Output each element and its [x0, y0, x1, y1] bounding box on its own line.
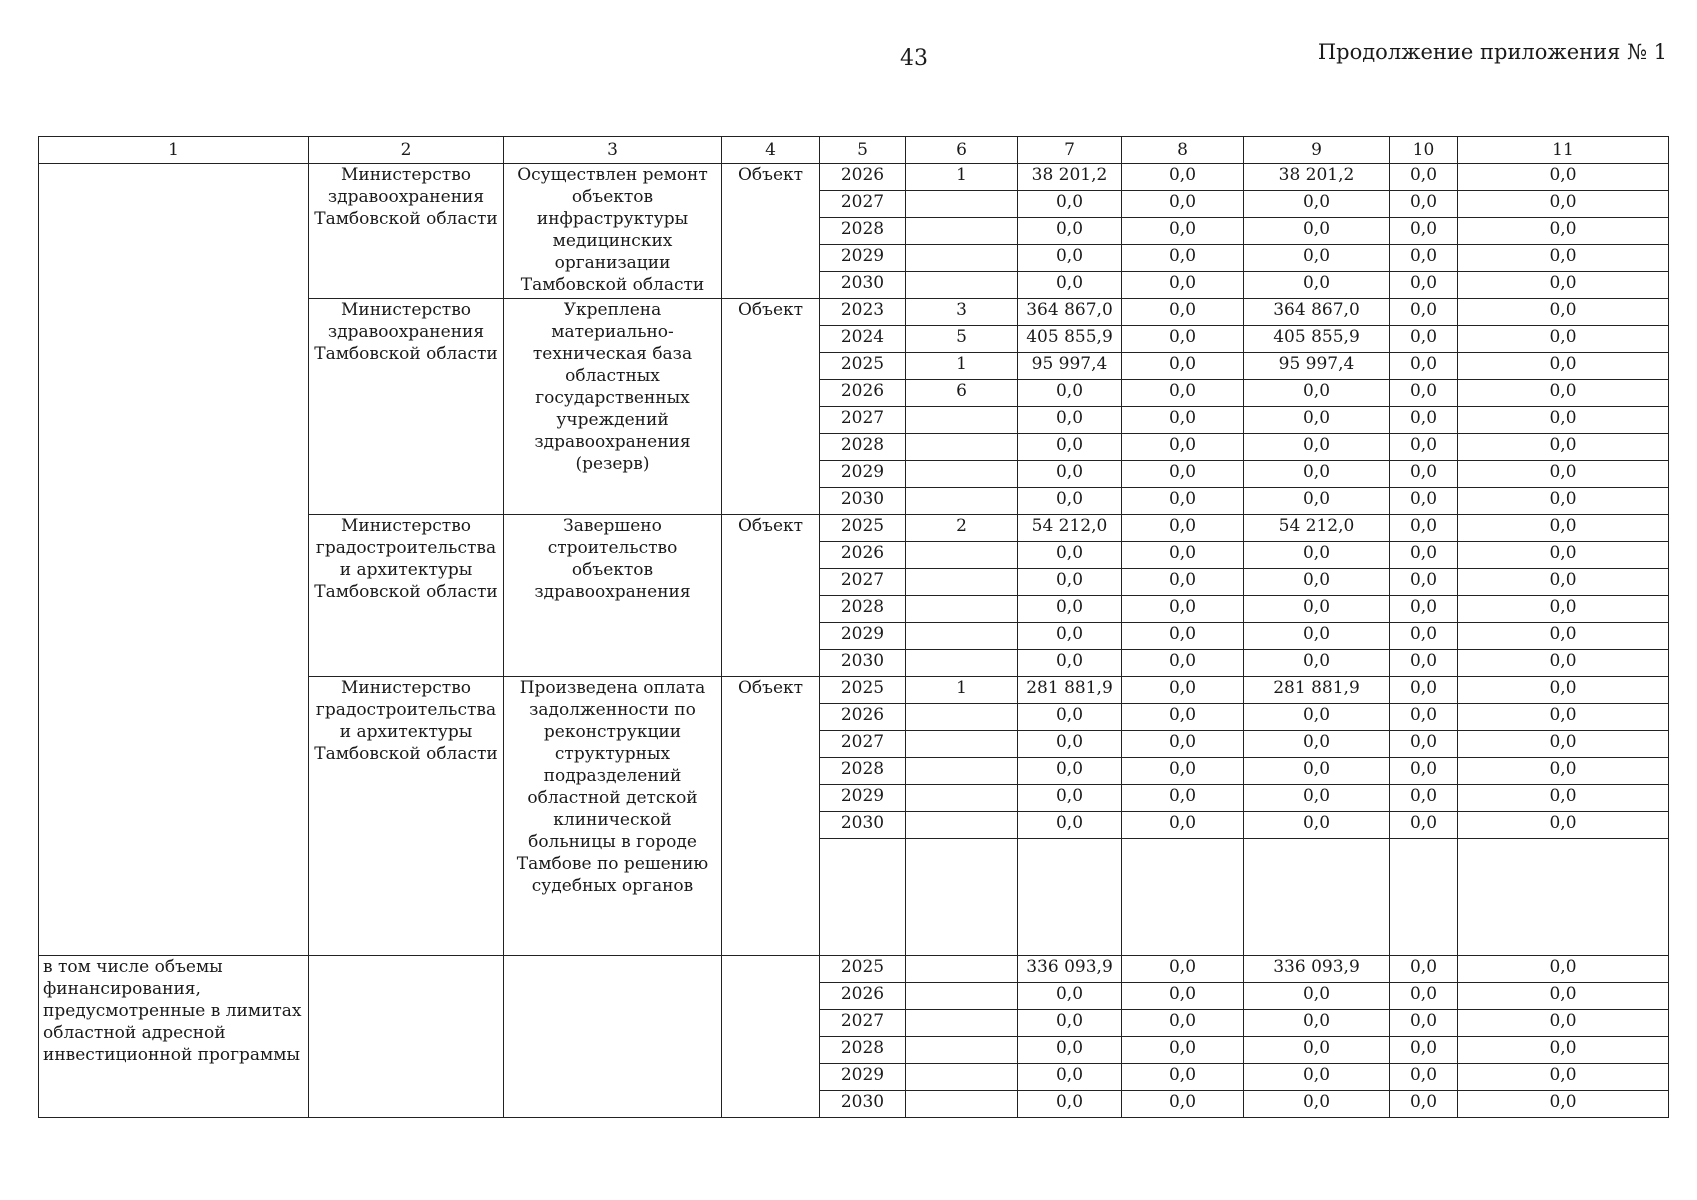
- value-cell: 0,0: [1390, 488, 1458, 515]
- total-value-cell: 0,0: [1390, 1010, 1458, 1037]
- value-cell: 0,0: [1458, 785, 1669, 812]
- value-cell: 3: [906, 299, 1018, 326]
- total-value-cell: 0,0: [1122, 983, 1244, 1010]
- value-cell: 0,0: [1122, 299, 1244, 326]
- value-cell: 0,0: [1458, 650, 1669, 677]
- value-cell: [906, 812, 1018, 839]
- value-cell: 0,0: [1458, 623, 1669, 650]
- value-cell: 281 881,9: [1244, 677, 1390, 704]
- value-cell: 95 997,4: [1018, 353, 1122, 380]
- value-cell: 2023: [820, 299, 906, 326]
- value-cell: [906, 758, 1018, 785]
- value-cell: 0,0: [1390, 326, 1458, 353]
- value-cell: 0,0: [1458, 596, 1669, 623]
- total-value-cell: 0,0: [1458, 983, 1669, 1010]
- value-cell: 0,0: [1122, 434, 1244, 461]
- value-cell: 0,0: [1122, 191, 1244, 218]
- executor-cell: Министерство здравоохранения Тамбовской области: [309, 299, 504, 515]
- program-cell: [39, 164, 309, 956]
- value-cell: 405 855,9: [1018, 326, 1122, 353]
- total-value-cell: [906, 1064, 1018, 1091]
- value-cell: 0,0: [1018, 623, 1122, 650]
- value-cell: 0,0: [1122, 488, 1244, 515]
- value-cell: 0,0: [1390, 569, 1458, 596]
- value-cell: 2028: [820, 758, 906, 785]
- value-cell: 0,0: [1122, 542, 1244, 569]
- total-value-cell: 0,0: [1244, 1037, 1390, 1064]
- column-header: 9: [1244, 137, 1390, 164]
- continuation-title: Продолжение приложения № 1: [1317, 40, 1667, 64]
- total-value-cell: 0,0: [1244, 983, 1390, 1010]
- table-body: [39, 137, 1669, 1118]
- value-cell: 6: [906, 380, 1018, 407]
- total-value-cell: 0,0: [1458, 1091, 1669, 1118]
- empty-cell: [504, 956, 722, 1118]
- total-value-cell: 0,0: [1018, 1037, 1122, 1064]
- value-cell: 0,0: [1390, 650, 1458, 677]
- unit-cell: Объект: [722, 164, 820, 299]
- total-value-cell: [906, 1010, 1018, 1037]
- value-cell: 2027: [820, 407, 906, 434]
- value-cell: 0,0: [1390, 677, 1458, 704]
- empty-cell: [309, 956, 504, 1118]
- table-row: [39, 164, 1669, 191]
- empty-cell: [1018, 839, 1122, 956]
- value-cell: 2025: [820, 515, 906, 542]
- value-cell: 0,0: [1458, 299, 1669, 326]
- value-cell: 0,0: [1122, 785, 1244, 812]
- value-cell: 0,0: [1018, 488, 1122, 515]
- value-cell: 2029: [820, 623, 906, 650]
- value-cell: 0,0: [1458, 191, 1669, 218]
- value-cell: 0,0: [1390, 542, 1458, 569]
- value-cell: 0,0: [1122, 326, 1244, 353]
- total-value-cell: 2027: [820, 1010, 906, 1037]
- total-value-cell: 2029: [820, 1064, 906, 1091]
- value-cell: 0,0: [1458, 461, 1669, 488]
- value-cell: 0,0: [1390, 353, 1458, 380]
- budget-table: [38, 136, 1669, 1118]
- value-cell: 2025: [820, 353, 906, 380]
- total-value-cell: [906, 1037, 1018, 1064]
- result-cell: Осуществлен ремонт объектов инфраструктуры медицинских организации Тамбовской области: [504, 164, 722, 299]
- value-cell: 0,0: [1390, 164, 1458, 191]
- value-cell: 38 201,2: [1018, 164, 1122, 191]
- total-value-cell: 0,0: [1018, 983, 1122, 1010]
- value-cell: 0,0: [1458, 812, 1669, 839]
- total-value-cell: 336 093,9: [1244, 956, 1390, 983]
- value-cell: 0,0: [1390, 785, 1458, 812]
- total-value-cell: 0,0: [1122, 956, 1244, 983]
- value-cell: 0,0: [1390, 704, 1458, 731]
- value-cell: 0,0: [1018, 785, 1122, 812]
- value-cell: 0,0: [1122, 650, 1244, 677]
- executor-cell: Министерство градостроительства и архитектуры Тамбовской области: [309, 677, 504, 956]
- value-cell: 1: [906, 164, 1018, 191]
- value-cell: 0,0: [1244, 569, 1390, 596]
- result-cell: Укреплена материально-техническая база областных государственных учреждений здравоохранения (резерв): [504, 299, 722, 515]
- total-value-cell: 0,0: [1122, 1091, 1244, 1118]
- empty-cell: [1122, 839, 1244, 956]
- value-cell: 2027: [820, 191, 906, 218]
- value-cell: [906, 218, 1018, 245]
- value-cell: 0,0: [1390, 245, 1458, 272]
- value-cell: 0,0: [1244, 488, 1390, 515]
- column-header: 10: [1390, 137, 1458, 164]
- column-header: 2: [309, 137, 504, 164]
- value-cell: 0,0: [1244, 542, 1390, 569]
- value-cell: 0,0: [1458, 245, 1669, 272]
- value-cell: 0,0: [1122, 353, 1244, 380]
- value-cell: [906, 191, 1018, 218]
- total-value-cell: 2028: [820, 1037, 906, 1064]
- total-value-cell: 0,0: [1390, 1064, 1458, 1091]
- total-value-cell: [906, 1091, 1018, 1118]
- total-value-cell: 2025: [820, 956, 906, 983]
- value-cell: 0,0: [1244, 812, 1390, 839]
- value-cell: 0,0: [1390, 731, 1458, 758]
- value-cell: 0,0: [1122, 272, 1244, 299]
- value-cell: [906, 245, 1018, 272]
- value-cell: 0,0: [1122, 245, 1244, 272]
- empty-cell: [906, 839, 1018, 956]
- value-cell: 5: [906, 326, 1018, 353]
- value-cell: 0,0: [1122, 218, 1244, 245]
- value-cell: 0,0: [1018, 650, 1122, 677]
- value-cell: 0,0: [1458, 758, 1669, 785]
- empty-cell: [722, 956, 820, 1118]
- value-cell: 0,0: [1244, 191, 1390, 218]
- value-cell: 0,0: [1458, 164, 1669, 191]
- value-cell: [906, 596, 1018, 623]
- total-value-cell: 0,0: [1122, 1010, 1244, 1037]
- value-cell: [906, 623, 1018, 650]
- value-cell: 0,0: [1390, 380, 1458, 407]
- unit-cell: Объект: [722, 677, 820, 956]
- value-cell: [906, 272, 1018, 299]
- value-cell: 0,0: [1122, 380, 1244, 407]
- executor-cell: Министерство здравоохранения Тамбовской области: [309, 164, 504, 299]
- value-cell: [906, 434, 1018, 461]
- value-cell: 0,0: [1018, 731, 1122, 758]
- value-cell: 2028: [820, 596, 906, 623]
- total-value-cell: 0,0: [1458, 1064, 1669, 1091]
- value-cell: [906, 731, 1018, 758]
- total-value-cell: 0,0: [1244, 1064, 1390, 1091]
- value-cell: 1: [906, 353, 1018, 380]
- value-cell: 2029: [820, 461, 906, 488]
- empty-cell: [1244, 839, 1390, 956]
- value-cell: 0,0: [1018, 245, 1122, 272]
- value-cell: 405 855,9: [1244, 326, 1390, 353]
- value-cell: 0,0: [1390, 812, 1458, 839]
- value-cell: 2: [906, 515, 1018, 542]
- value-cell: 0,0: [1122, 515, 1244, 542]
- value-cell: [906, 542, 1018, 569]
- value-cell: 0,0: [1122, 731, 1244, 758]
- value-cell: 0,0: [1458, 542, 1669, 569]
- total-value-cell: 0,0: [1018, 1064, 1122, 1091]
- value-cell: 0,0: [1458, 272, 1669, 299]
- column-header: 6: [906, 137, 1018, 164]
- value-cell: 0,0: [1018, 461, 1122, 488]
- value-cell: 0,0: [1018, 542, 1122, 569]
- unit-cell: Объект: [722, 515, 820, 677]
- value-cell: 2027: [820, 731, 906, 758]
- value-cell: 0,0: [1390, 299, 1458, 326]
- value-cell: 2030: [820, 272, 906, 299]
- value-cell: 0,0: [1458, 731, 1669, 758]
- column-header: 11: [1458, 137, 1669, 164]
- page-number: 43: [900, 46, 928, 71]
- value-cell: 54 212,0: [1018, 515, 1122, 542]
- value-cell: 0,0: [1122, 704, 1244, 731]
- value-cell: 0,0: [1018, 596, 1122, 623]
- value-cell: 2025: [820, 677, 906, 704]
- value-cell: 2028: [820, 434, 906, 461]
- value-cell: 0,0: [1244, 596, 1390, 623]
- value-cell: 364 867,0: [1244, 299, 1390, 326]
- total-value-cell: 0,0: [1390, 956, 1458, 983]
- value-cell: 2028: [820, 218, 906, 245]
- value-cell: 0,0: [1244, 623, 1390, 650]
- value-cell: 0,0: [1390, 407, 1458, 434]
- value-cell: 0,0: [1390, 218, 1458, 245]
- value-cell: 0,0: [1458, 704, 1669, 731]
- value-cell: 0,0: [1458, 353, 1669, 380]
- total-value-cell: 0,0: [1122, 1037, 1244, 1064]
- header-row: [39, 137, 1669, 164]
- value-cell: 2030: [820, 812, 906, 839]
- value-cell: [906, 461, 1018, 488]
- value-cell: 281 881,9: [1018, 677, 1122, 704]
- value-cell: 0,0: [1018, 380, 1122, 407]
- value-cell: 0,0: [1458, 380, 1669, 407]
- total-value-cell: 0,0: [1018, 1091, 1122, 1118]
- total-value-cell: 0,0: [1458, 956, 1669, 983]
- total-value-cell: 0,0: [1390, 1037, 1458, 1064]
- value-cell: 0,0: [1390, 272, 1458, 299]
- total-value-cell: 0,0: [1244, 1010, 1390, 1037]
- value-cell: [906, 785, 1018, 812]
- value-cell: 0,0: [1458, 218, 1669, 245]
- value-cell: 2026: [820, 704, 906, 731]
- value-cell: 0,0: [1122, 812, 1244, 839]
- value-cell: 0,0: [1122, 164, 1244, 191]
- result-cell: Завершено строительство объектов здравоохранения: [504, 515, 722, 677]
- total-value-cell: 2030: [820, 1091, 906, 1118]
- value-cell: 0,0: [1122, 623, 1244, 650]
- column-header: 8: [1122, 137, 1244, 164]
- value-cell: 0,0: [1244, 272, 1390, 299]
- column-header: 4: [722, 137, 820, 164]
- value-cell: 1: [906, 677, 1018, 704]
- value-cell: 0,0: [1458, 515, 1669, 542]
- total-row: [39, 956, 1669, 983]
- total-value-cell: 0,0: [1390, 1091, 1458, 1118]
- value-cell: 2029: [820, 785, 906, 812]
- total-value-cell: [906, 956, 1018, 983]
- total-value-cell: 336 093,9: [1018, 956, 1122, 983]
- column-header: 1: [39, 137, 309, 164]
- column-header: 3: [504, 137, 722, 164]
- total-value-cell: 0,0: [1122, 1064, 1244, 1091]
- empty-cell: [1390, 839, 1458, 956]
- value-cell: 95 997,4: [1244, 353, 1390, 380]
- value-cell: 0,0: [1244, 218, 1390, 245]
- value-cell: 0,0: [1390, 758, 1458, 785]
- value-cell: 0,0: [1390, 515, 1458, 542]
- value-cell: 0,0: [1018, 569, 1122, 596]
- total-label-cell: в том числе объемы финансирования, предусмотренные в лимитах областной адресной инвестиционной программы: [39, 956, 309, 1118]
- value-cell: 0,0: [1390, 434, 1458, 461]
- value-cell: 0,0: [1122, 407, 1244, 434]
- value-cell: 0,0: [1018, 407, 1122, 434]
- value-cell: 0,0: [1244, 731, 1390, 758]
- unit-cell: Объект: [722, 299, 820, 515]
- value-cell: 0,0: [1458, 677, 1669, 704]
- value-cell: 2026: [820, 164, 906, 191]
- value-cell: 2027: [820, 569, 906, 596]
- value-cell: [906, 488, 1018, 515]
- empty-cell: [1458, 839, 1669, 956]
- value-cell: 2030: [820, 488, 906, 515]
- value-cell: 2029: [820, 245, 906, 272]
- total-value-cell: 0,0: [1458, 1010, 1669, 1037]
- value-cell: 0,0: [1458, 569, 1669, 596]
- value-cell: 0,0: [1018, 434, 1122, 461]
- value-cell: 0,0: [1122, 569, 1244, 596]
- total-value-cell: 0,0: [1390, 983, 1458, 1010]
- value-cell: [906, 650, 1018, 677]
- value-cell: 0,0: [1122, 461, 1244, 488]
- value-cell: 0,0: [1122, 596, 1244, 623]
- value-cell: 0,0: [1458, 407, 1669, 434]
- value-cell: 0,0: [1244, 434, 1390, 461]
- value-cell: 0,0: [1458, 326, 1669, 353]
- total-value-cell: 2026: [820, 983, 906, 1010]
- column-header: 5: [820, 137, 906, 164]
- total-value-cell: 0,0: [1018, 1010, 1122, 1037]
- value-cell: 0,0: [1244, 407, 1390, 434]
- total-value-cell: [906, 983, 1018, 1010]
- total-value-cell: 0,0: [1458, 1037, 1669, 1064]
- value-cell: [906, 569, 1018, 596]
- value-cell: 0,0: [1244, 785, 1390, 812]
- value-cell: [906, 407, 1018, 434]
- value-cell: 0,0: [1244, 461, 1390, 488]
- value-cell: 0,0: [1244, 650, 1390, 677]
- value-cell: 0,0: [1122, 677, 1244, 704]
- value-cell: [906, 704, 1018, 731]
- value-cell: 0,0: [1018, 812, 1122, 839]
- value-cell: 0,0: [1390, 191, 1458, 218]
- value-cell: 2024: [820, 326, 906, 353]
- value-cell: 2026: [820, 542, 906, 569]
- value-cell: 2026: [820, 380, 906, 407]
- value-cell: 2030: [820, 650, 906, 677]
- value-cell: 0,0: [1244, 704, 1390, 731]
- executor-cell: Министерство градостроительства и архитектуры Тамбовской области: [309, 515, 504, 677]
- value-cell: 0,0: [1390, 596, 1458, 623]
- value-cell: 0,0: [1018, 191, 1122, 218]
- value-cell: 0,0: [1244, 758, 1390, 785]
- value-cell: 54 212,0: [1244, 515, 1390, 542]
- value-cell: 0,0: [1390, 461, 1458, 488]
- value-cell: 0,0: [1122, 758, 1244, 785]
- value-cell: 0,0: [1018, 218, 1122, 245]
- result-cell: Произведена оплата задолженности по реконструкции структурных подразделений областной детской клинической больницы в городе Тамбове по решению судебных органов: [504, 677, 722, 956]
- value-cell: 364 867,0: [1018, 299, 1122, 326]
- value-cell: 0,0: [1458, 488, 1669, 515]
- value-cell: 38 201,2: [1244, 164, 1390, 191]
- column-header: 7: [1018, 137, 1122, 164]
- empty-cell: [820, 839, 906, 956]
- value-cell: 0,0: [1390, 623, 1458, 650]
- value-cell: 0,0: [1018, 272, 1122, 299]
- value-cell: 0,0: [1244, 380, 1390, 407]
- value-cell: 0,0: [1018, 704, 1122, 731]
- total-value-cell: 0,0: [1244, 1091, 1390, 1118]
- value-cell: 0,0: [1458, 434, 1669, 461]
- value-cell: 0,0: [1018, 758, 1122, 785]
- value-cell: 0,0: [1244, 245, 1390, 272]
